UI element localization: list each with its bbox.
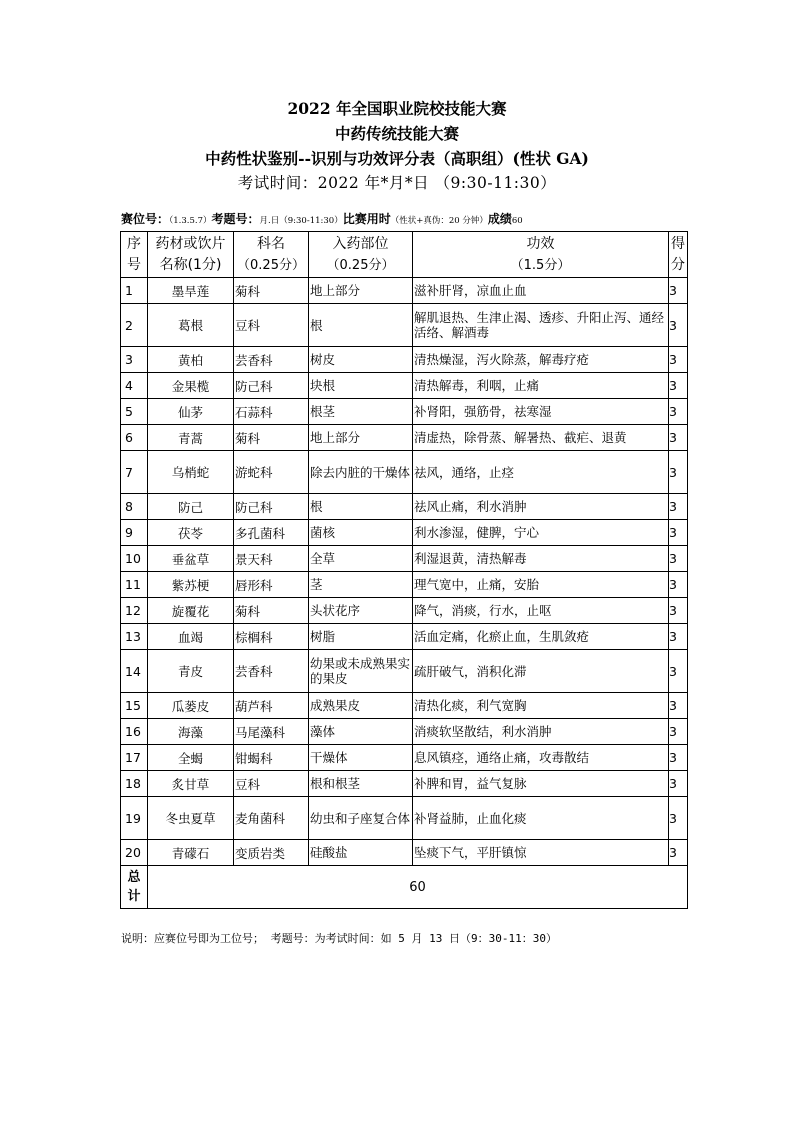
exam-label: 考题号： (211, 212, 260, 226)
table-row (121, 425, 688, 451)
row-part: 地上部分 (309, 425, 413, 451)
row-no: 3 (121, 347, 148, 373)
row-no: 20 (121, 840, 148, 866)
row-name: 血竭 (148, 624, 234, 650)
row-part: 硅酸盐 (309, 840, 413, 866)
row-name: 瓜蒌皮 (148, 693, 234, 719)
row-family: 唇形科 (234, 572, 309, 598)
table-row (121, 771, 688, 797)
row-effect: 息风镇痉，通络止痛，攻毒散结 (413, 745, 669, 771)
row-name: 炙甘草 (148, 771, 234, 797)
row-name: 乌梢蛇 (148, 451, 234, 494)
row-score: 3 (669, 425, 688, 451)
row-no: 2 (121, 304, 148, 347)
row-effect: 利水渗湿，健脾，宁心 (413, 520, 669, 546)
row-name: 葛根 (148, 304, 234, 347)
row-part: 干燥体 (309, 745, 413, 771)
title-form: 中药性状鉴别--识别与功效评分表（高职组）(性状 GA) (205, 149, 589, 168)
row-family: 芸香科 (234, 650, 309, 693)
seat-label: 赛位号： (121, 212, 170, 226)
col-header-family: 科名 （0.25分） (234, 232, 309, 278)
document-header (0, 96, 794, 196)
row-score: 3 (669, 347, 688, 373)
col-header-effect: 功效 （1.5分） (413, 232, 669, 278)
exam-value: 月.日（9:30-11:30） (259, 216, 343, 226)
row-no: 11 (121, 572, 148, 598)
row-family: 石蒜科 (234, 399, 309, 425)
col-header-name: 药材或饮片 名称(1分) (148, 232, 234, 278)
row-family: 豆科 (234, 304, 309, 347)
table-row (121, 399, 688, 425)
row-family: 变质岩类 (234, 840, 309, 866)
row-score: 3 (669, 693, 688, 719)
row-name: 墨旱莲 (148, 278, 234, 304)
row-score: 3 (669, 650, 688, 693)
row-effect: 降气，消痰，行水，止呕 (413, 598, 669, 624)
row-part: 除去内脏的干燥体 (309, 451, 413, 494)
row-family: 钳蝎科 (234, 745, 309, 771)
row-no: 7 (121, 451, 148, 494)
row-no: 8 (121, 494, 148, 520)
row-effect: 祛风，通络，止痉 (413, 451, 669, 494)
row-score: 3 (669, 399, 688, 425)
row-name: 金果榄 (148, 373, 234, 399)
row-effect: 解肌退热、生津止渴、透疹、升阳止泻、通经活络、解酒毒 (413, 304, 669, 347)
table-row (121, 745, 688, 771)
row-family: 防己科 (234, 494, 309, 520)
row-effect: 坠痰下气，平肝镇惊 (413, 840, 669, 866)
score-value: 60 (511, 216, 523, 226)
table-row (121, 494, 688, 520)
row-family: 多孔菌科 (234, 520, 309, 546)
col-header-part: 入药部位 （0.25分） (309, 232, 413, 278)
row-name: 青蒿 (148, 425, 234, 451)
row-family: 游蛇科 (234, 451, 309, 494)
row-name: 茯苓 (148, 520, 234, 546)
row-effect: 补脾和胃，益气复脉 (413, 771, 669, 797)
row-part: 头状花序 (309, 598, 413, 624)
header-row (121, 232, 688, 278)
time-value: （性状+真伪：20 分钟） (390, 216, 488, 226)
row-no: 19 (121, 797, 148, 840)
row-family: 菊科 (234, 278, 309, 304)
table-row (121, 840, 688, 866)
row-score: 3 (669, 598, 688, 624)
row-family: 菊科 (234, 598, 309, 624)
row-part: 藻体 (309, 719, 413, 745)
total-value: 60 (148, 866, 688, 909)
row-name: 防己 (148, 494, 234, 520)
row-score: 3 (669, 719, 688, 745)
row-part: 块根 (309, 373, 413, 399)
row-family: 豆科 (234, 771, 309, 797)
table-row (121, 304, 688, 347)
row-effect: 补肾益肺，止血化痰 (413, 797, 669, 840)
row-score: 3 (669, 373, 688, 399)
row-family: 景天科 (234, 546, 309, 572)
row-family: 芸香科 (234, 347, 309, 373)
row-effect: 清热化痰，利气宽胸 (413, 693, 669, 719)
row-part: 根 (309, 494, 413, 520)
table-row (121, 546, 688, 572)
row-effect: 清热燥湿，泻火除蒸，解毒疗疮 (413, 347, 669, 373)
row-score: 3 (669, 624, 688, 650)
score-label: 成绩 (487, 212, 512, 226)
title-event: 中药传统技能大赛 (334, 124, 459, 143)
table-row (121, 373, 688, 399)
row-effect: 清虚热，除骨蒸、解暑热、截疟、退黄 (413, 425, 669, 451)
table-row (121, 693, 688, 719)
row-name: 冬虫夏草 (148, 797, 234, 840)
table-row (121, 278, 688, 304)
row-score: 3 (669, 840, 688, 866)
table-row (121, 650, 688, 693)
row-family: 马尾藻科 (234, 719, 309, 745)
row-name: 仙茅 (148, 399, 234, 425)
row-part: 全草 (309, 546, 413, 572)
row-name: 海藻 (148, 719, 234, 745)
row-score: 3 (669, 520, 688, 546)
row-part: 根 (309, 304, 413, 347)
row-name: 黄柏 (148, 347, 234, 373)
row-family: 菊科 (234, 425, 309, 451)
row-no: 14 (121, 650, 148, 693)
row-effect: 清热解毒，利咽，止痛 (413, 373, 669, 399)
row-no: 10 (121, 546, 148, 572)
table-row (121, 520, 688, 546)
table-row (121, 347, 688, 373)
row-no: 15 (121, 693, 148, 719)
row-family: 棕榈科 (234, 624, 309, 650)
row-no: 17 (121, 745, 148, 771)
row-no: 1 (121, 278, 148, 304)
row-effect: 活血定痛，化瘀止血，生肌敛疮 (413, 624, 669, 650)
row-no: 9 (121, 520, 148, 546)
meta-line (121, 210, 691, 227)
row-name: 垂盆草 (148, 546, 234, 572)
row-part: 成熟果皮 (309, 693, 413, 719)
table-row (121, 572, 688, 598)
row-no: 16 (121, 719, 148, 745)
row-no: 5 (121, 399, 148, 425)
row-part: 根茎 (309, 399, 413, 425)
row-name: 旋覆花 (148, 598, 234, 624)
row-score: 3 (669, 745, 688, 771)
row-family: 防己科 (234, 373, 309, 399)
table-row (121, 598, 688, 624)
total-row (121, 866, 688, 909)
row-score: 3 (669, 451, 688, 494)
row-score: 3 (669, 572, 688, 598)
table-row (121, 719, 688, 745)
row-effect: 消痰软坚散结，利水消肿 (413, 719, 669, 745)
title-exam-time: 考试时间：2022 年*月*日 （9:30-11:30） (237, 174, 557, 192)
row-name: 紫苏梗 (148, 572, 234, 598)
title-competition: 2022 年全国职业院校技能大赛 (287, 99, 507, 118)
row-effect: 补肾阳，强筋骨，祛寒湿 (413, 399, 669, 425)
row-no: 6 (121, 425, 148, 451)
row-part: 菌核 (309, 520, 413, 546)
row-part: 茎 (309, 572, 413, 598)
total-label: 总计 (121, 866, 148, 909)
row-score: 3 (669, 494, 688, 520)
seat-value: （1.3.5.7） (169, 216, 212, 226)
row-score: 3 (669, 771, 688, 797)
row-part: 根和根茎 (309, 771, 413, 797)
row-part: 地上部分 (309, 278, 413, 304)
time-label: 比赛用时 (342, 212, 391, 226)
row-effect: 滋补肝肾，凉血止血 (413, 278, 669, 304)
table-row (121, 797, 688, 840)
col-header-no: 序号 (121, 232, 148, 278)
row-part: 树皮 (309, 347, 413, 373)
score-table (120, 231, 688, 909)
col-header-score: 得分 (669, 232, 688, 278)
row-family: 麦角菌科 (234, 797, 309, 840)
row-no: 18 (121, 771, 148, 797)
row-name: 青皮 (148, 650, 234, 693)
row-part: 树脂 (309, 624, 413, 650)
row-effect: 疏肝破气，消积化滞 (413, 650, 669, 693)
row-name: 全蝎 (148, 745, 234, 771)
row-effect: 理气宽中，止痛，安胎 (413, 572, 669, 598)
row-part: 幼果或未成熟果实的果皮 (309, 650, 413, 693)
row-score: 3 (669, 546, 688, 572)
table-row (121, 624, 688, 650)
row-no: 4 (121, 373, 148, 399)
footnote: 说明：应赛位号即为工位号； 考题号：为考试时间：如 5 月 13 日（9：30-11：30） (121, 932, 557, 945)
row-effect: 祛风止痛，利水消肿 (413, 494, 669, 520)
row-no: 12 (121, 598, 148, 624)
row-score: 3 (669, 304, 688, 347)
row-score: 3 (669, 278, 688, 304)
row-no: 13 (121, 624, 148, 650)
row-score: 3 (669, 797, 688, 840)
row-effect: 利湿退黄，清热解毒 (413, 546, 669, 572)
table-row (121, 451, 688, 494)
row-family: 葫芦科 (234, 693, 309, 719)
row-name: 青礞石 (148, 840, 234, 866)
row-part: 幼虫和子座复合体 (309, 797, 413, 840)
